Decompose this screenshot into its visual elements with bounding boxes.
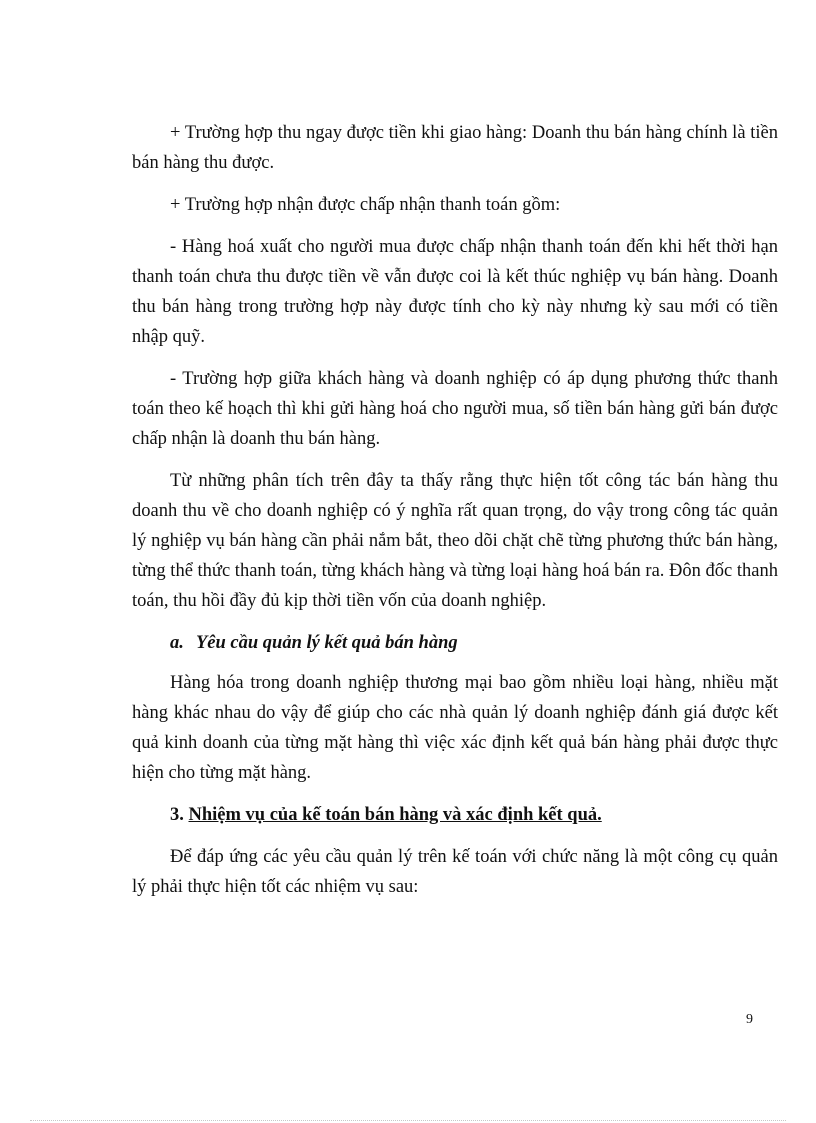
- section-title-3: Nhiệm vụ của kế toán bán hàng và xác định kết quả.: [188, 805, 602, 825]
- section-title-a: Yêu cầu quản lý kết quả bán hàng: [196, 633, 458, 653]
- paragraph-accounting-tasks: Để đáp ứng các yêu cầu quản lý trên kế toán với chức năng là một công cụ quản lý phải thực hiện tốt các nhiệm vụ sau:: [132, 847, 778, 897]
- document-body: [132, 118, 778, 914]
- paragraph-goods-shipped: - Hàng hoá xuất cho người mua được chấp nhận thanh toán đến khi hết thời hạn thanh toán chưa thu được tiền về vẫn được coi là kết thúc nghiệp vụ bán hàng. Doanh thu bán hàng trong trường hợp này được tính cho kỳ này nhưng kỳ sau mới có tiền nhập quỹ.: [132, 237, 778, 347]
- section-heading-3: [170, 800, 778, 830]
- page-number: 9: [746, 1012, 753, 1027]
- paragraph-planned-payment: - Trường hợp giữa khách hàng và doanh nghiệp có áp dụng phương thức thanh toán theo kế hoạch thì khi gửi hàng hoá cho người mua, số tiền bán hàng gửi bán được chấp nhận là doanh thu bán hàng.: [132, 369, 778, 449]
- paragraph-accepted-payment: + Trường hợp nhận được chấp nhận thanh toán gồm:: [170, 195, 561, 215]
- paragraph-immediate-payment: + Trường hợp thu ngay được tiền khi giao hàng: Doanh thu bán hàng chính là tiền bán hàng thu được.: [132, 123, 778, 173]
- paragraph-analysis: Từ những phân tích trên đây ta thấy rằng thực hiện tốt công tác bán hàng thu doanh thu về cho doanh nghiệp có ý nghĩa rất quan trọng, do vậy trong công tác quản lý nghiệp vụ bán hàng cần phải nắm bắt, theo dõi chặt chẽ từng phương thức bán hàng, từng thể thức thanh toán, từng khách hàng và từng loại hàng hoá bán ra. Đôn đốc thanh toán, thu hồi đầy đủ kịp thời tiền vốn của doanh nghiệp.: [132, 471, 778, 611]
- section-label-a: a.: [170, 633, 184, 653]
- section-number-3: 3.: [170, 805, 184, 825]
- footer-divider: [30, 1120, 786, 1121]
- paragraph-goods-management: Hàng hóa trong doanh nghiệp thương mại bao gồm nhiều loại hàng, nhiều mặt hàng khác nhau do vậy để giúp cho các nhà quản lý doanh nghiệp đánh giá được kết quả kinh doanh của từng mặt hàng thì việc xác định kết quả bán hàng phải được thực hiện cho từng mặt hàng.: [132, 673, 778, 783]
- section-heading-a: [132, 628, 778, 658]
